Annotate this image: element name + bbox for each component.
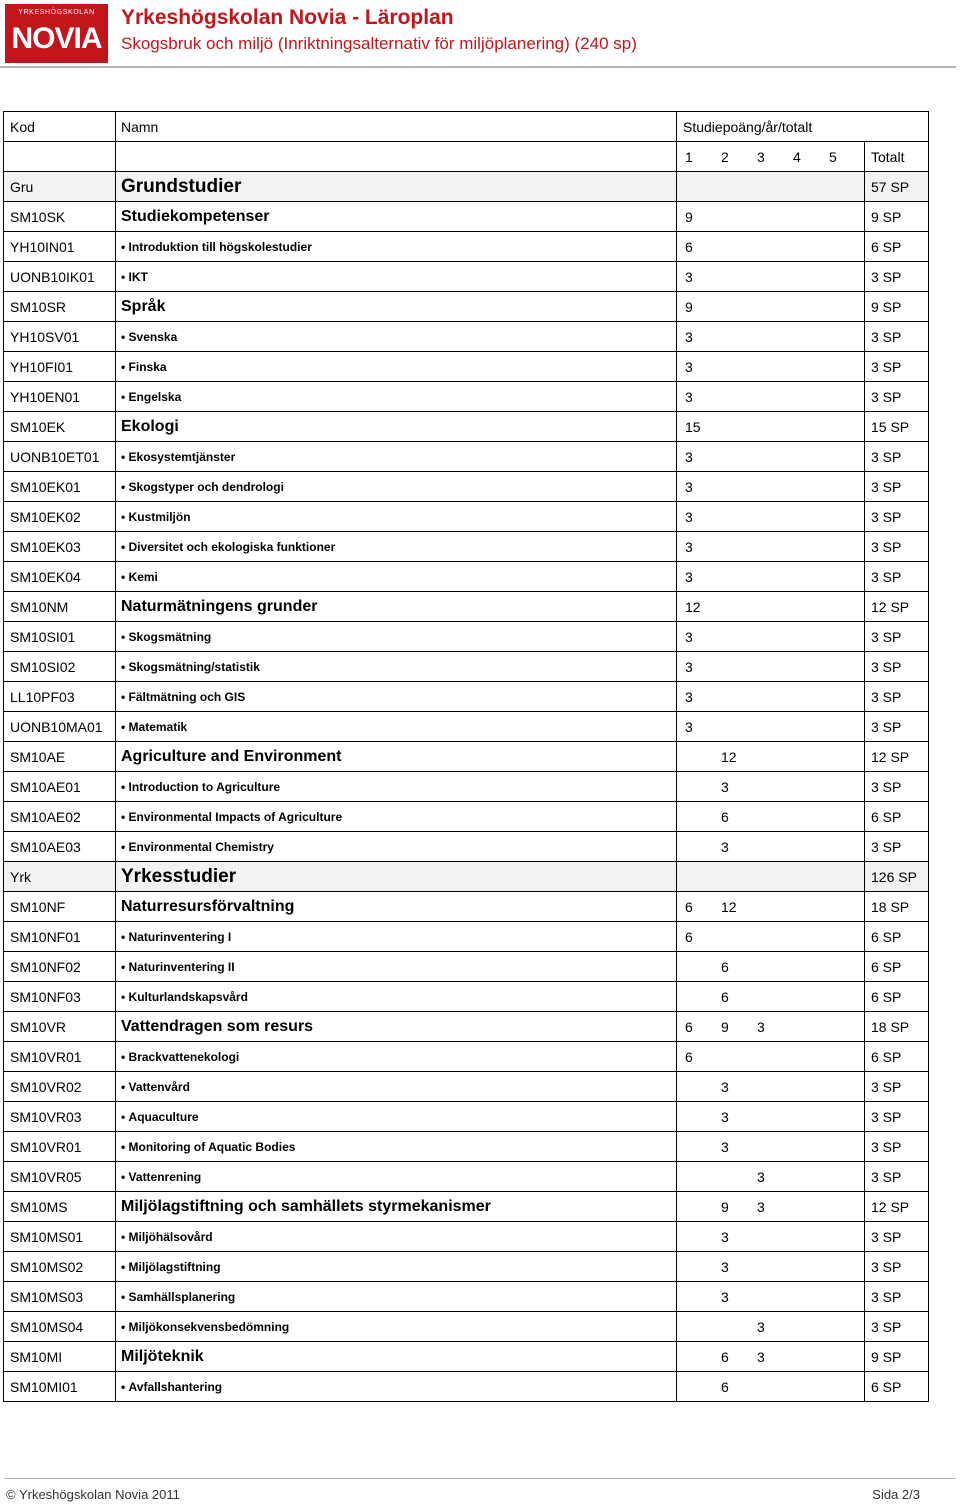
year-1-credits: 3 (685, 388, 693, 405)
total-credits: 6 SP (865, 922, 929, 952)
total-credits: 6 SP (865, 952, 929, 982)
group-row (4, 172, 929, 202)
year-credits (677, 1042, 865, 1072)
total-credits: 3 SP (865, 442, 929, 472)
course-name: • Samhällsplanering (116, 1282, 677, 1312)
course-name: • Kustmiljön (116, 502, 677, 532)
year-3-credits: 3 (757, 1168, 765, 1185)
year-header-3: 3 (757, 148, 765, 165)
total-credits: 3 SP (865, 1222, 929, 1252)
total-credits: 3 SP (865, 682, 929, 712)
course-code: SM10VR05 (4, 1162, 116, 1192)
module-row (4, 592, 929, 622)
course-code: SM10EK01 (4, 472, 116, 502)
course-name: • Fältmätning och GIS (116, 682, 677, 712)
year-credits (677, 952, 865, 982)
course-name: • Vattenvård (116, 1072, 677, 1102)
course-row (4, 382, 929, 412)
year-2-credits: 3 (721, 1108, 729, 1125)
course-name: • Kemi (116, 562, 677, 592)
year-credits (677, 1192, 865, 1222)
table-header-row (4, 112, 929, 142)
course-code: SM10MS03 (4, 1282, 116, 1312)
year-header-1: 1 (685, 148, 693, 165)
module-name: Miljölagstiftning och samhällets styrmekanismer (116, 1192, 677, 1222)
course-code: SM10SI01 (4, 622, 116, 652)
course-code: SM10AE (4, 742, 116, 772)
total-credits: 3 SP (865, 532, 929, 562)
course-name: • Naturinventering I (116, 922, 677, 952)
year-2-credits: 6 (721, 988, 729, 1005)
course-code: Yrk (4, 862, 116, 892)
total-credits: 3 SP (865, 562, 929, 592)
course-name: • IKT (116, 262, 677, 292)
module-row (4, 412, 929, 442)
module-row (4, 202, 929, 232)
course-code: UONB10IK01 (4, 262, 116, 292)
year-credits (677, 232, 865, 262)
table-subheader-row (4, 142, 929, 172)
year-1-credits: 3 (685, 688, 693, 705)
document-title: Yrkeshögskolan Novia - Läroplan (121, 6, 454, 29)
logo-small-text: YRKESHÖGSKOLAN (18, 9, 95, 16)
total-credits: 3 SP (865, 1162, 929, 1192)
course-row (4, 922, 929, 952)
course-code: YH10IN01 (4, 232, 116, 262)
course-row (4, 682, 929, 712)
year-credits (677, 1012, 865, 1042)
course-code: UONB10ET01 (4, 442, 116, 472)
course-code: SM10AE03 (4, 832, 116, 862)
subheader-empty-code (4, 142, 116, 172)
module-name: Ekologi (116, 412, 677, 442)
course-name: • Ekosystemtjänster (116, 442, 677, 472)
year-1-credits: 3 (685, 328, 693, 345)
total-credits: 3 SP (865, 322, 929, 352)
module-row (4, 1192, 929, 1222)
course-row (4, 1312, 929, 1342)
course-name: • Finska (116, 352, 677, 382)
course-row (4, 1282, 929, 1312)
year-1-credits: 9 (685, 298, 693, 315)
subheader-empty-name (116, 142, 677, 172)
course-code: SM10MS01 (4, 1222, 116, 1252)
year-2-credits: 3 (721, 778, 729, 795)
course-name: • Skogsmätning/statistik (116, 652, 677, 682)
header-divider (0, 66, 956, 68)
year-headers (677, 142, 865, 172)
course-code: SM10VR (4, 1012, 116, 1042)
year-credits (677, 472, 865, 502)
module-row (4, 1012, 929, 1042)
year-credits (677, 1282, 865, 1312)
course-row (4, 352, 929, 382)
total-credits: 3 SP (865, 832, 929, 862)
course-code: SM10MI01 (4, 1372, 116, 1402)
year-1-credits: 3 (685, 628, 693, 645)
year-3-credits: 3 (757, 1018, 765, 1035)
course-code: SM10VR03 (4, 1102, 116, 1132)
course-row (4, 442, 929, 472)
year-1-credits: 6 (685, 1018, 693, 1035)
year-1-credits: 3 (685, 268, 693, 285)
year-2-credits: 3 (721, 1228, 729, 1245)
course-name: • Engelska (116, 382, 677, 412)
course-row (4, 472, 929, 502)
year-1-credits: 6 (685, 928, 693, 945)
year-1-credits: 6 (685, 898, 693, 915)
year-credits (677, 382, 865, 412)
total-credits: 3 SP (865, 652, 929, 682)
year-header-4: 4 (793, 148, 801, 165)
total-credits: 3 SP (865, 1102, 929, 1132)
year-credits (677, 1162, 865, 1192)
year-header-5: 5 (829, 148, 837, 165)
course-name: • Aquaculture (116, 1102, 677, 1132)
course-code: SM10AE01 (4, 772, 116, 802)
course-name: • Diversitet och ekologiska funktioner (116, 532, 677, 562)
total-credits: 57 SP (865, 172, 929, 202)
total-credits: 3 SP (865, 1132, 929, 1162)
year-1-credits: 3 (685, 508, 693, 525)
year-credits (677, 622, 865, 652)
year-2-credits: 3 (721, 1258, 729, 1275)
course-name: • Skogsmätning (116, 622, 677, 652)
course-row (4, 622, 929, 652)
module-row (4, 742, 929, 772)
course-row (4, 1072, 929, 1102)
novia-logo (5, 4, 108, 63)
module-name: Agriculture and Environment (116, 742, 677, 772)
year-2-credits: 6 (721, 1348, 729, 1365)
course-code: SM10MI (4, 1342, 116, 1372)
year-1-credits: 15 (685, 418, 701, 435)
total-credits: 3 SP (865, 262, 929, 292)
year-credits (677, 982, 865, 1012)
year-credits (677, 322, 865, 352)
total-credits: 3 SP (865, 1282, 929, 1312)
course-row (4, 562, 929, 592)
course-row (4, 1042, 929, 1072)
year-1-credits: 3 (685, 568, 693, 585)
curriculum-table (3, 111, 929, 1402)
total-credits: 6 SP (865, 232, 929, 262)
year-credits (677, 1222, 865, 1252)
course-row (4, 532, 929, 562)
year-credits (677, 742, 865, 772)
course-row (4, 262, 929, 292)
course-name: • Environmental Impacts of Agriculture (116, 802, 677, 832)
total-credits: 12 SP (865, 592, 929, 622)
total-credits: 3 SP (865, 772, 929, 802)
year-2-credits: 9 (721, 1018, 729, 1035)
year-1-credits: 6 (685, 1048, 693, 1065)
year-credits (677, 532, 865, 562)
total-credits: 3 SP (865, 1312, 929, 1342)
course-code: Gru (4, 172, 116, 202)
year-2-credits: 12 (721, 748, 737, 765)
column-header-code: Kod (4, 112, 116, 142)
year-2-credits: 6 (721, 958, 729, 975)
course-row (4, 232, 929, 262)
footer-page-number: Sida 2/3 (872, 1487, 920, 1502)
module-name: Vattendragen som resurs (116, 1012, 677, 1042)
footer-divider (4, 1478, 956, 1479)
year-3-credits: 3 (757, 1318, 765, 1335)
course-row (4, 1102, 929, 1132)
total-credits: 6 SP (865, 1042, 929, 1072)
year-credits (677, 832, 865, 862)
course-code: SM10NF02 (4, 952, 116, 982)
course-code: SM10EK02 (4, 502, 116, 532)
column-header-credits: Studiepoäng/år/totalt (677, 112, 929, 142)
year-header-2: 2 (721, 148, 729, 165)
year-credits (677, 682, 865, 712)
course-code: SM10SR (4, 292, 116, 322)
group-name: Grundstudier (116, 172, 677, 202)
year-credits (677, 562, 865, 592)
course-code: SM10SI02 (4, 652, 116, 682)
course-code: SM10NF (4, 892, 116, 922)
course-code: SM10AE02 (4, 802, 116, 832)
course-code: YH10FI01 (4, 352, 116, 382)
course-name: • Miljölagstiftning (116, 1252, 677, 1282)
page-header (0, 0, 960, 68)
course-code: SM10NM (4, 592, 116, 622)
column-header-name: Namn (116, 112, 677, 142)
course-name: • Avfallshantering (116, 1372, 677, 1402)
course-code: YH10SV01 (4, 322, 116, 352)
year-3-credits: 3 (757, 1198, 765, 1215)
course-row (4, 1162, 929, 1192)
total-credits: 126 SP (865, 862, 929, 892)
module-name: Naturmätningens grunder (116, 592, 677, 622)
course-code: SM10VR02 (4, 1072, 116, 1102)
year-1-credits: 3 (685, 538, 693, 555)
total-credits: 6 SP (865, 1372, 929, 1402)
module-name: Språk (116, 292, 677, 322)
total-credits: 6 SP (865, 802, 929, 832)
year-credits (677, 592, 865, 622)
group-row (4, 862, 929, 892)
course-code: SM10EK03 (4, 532, 116, 562)
course-code: SM10MS04 (4, 1312, 116, 1342)
module-row (4, 292, 929, 322)
document-subtitle: Skogsbruk och miljö (Inriktningsalternativ för miljöplanering) (240 sp) (121, 34, 637, 53)
course-name: • Introduction to Agriculture (116, 772, 677, 802)
year-1-credits: 3 (685, 358, 693, 375)
course-row (4, 832, 929, 862)
course-name: • Miljöhälsovård (116, 1222, 677, 1252)
course-row (4, 322, 929, 352)
course-row (4, 712, 929, 742)
year-credits (677, 502, 865, 532)
year-2-credits: 3 (721, 1288, 729, 1305)
course-name: • Brackvattenekologi (116, 1042, 677, 1072)
course-row (4, 652, 929, 682)
total-credits: 3 SP (865, 382, 929, 412)
course-code: SM10SK (4, 202, 116, 232)
year-credits (677, 892, 865, 922)
year-credits (677, 1252, 865, 1282)
year-credits (677, 922, 865, 952)
year-2-credits: 6 (721, 808, 729, 825)
logo-main-text: NOVIA (11, 22, 102, 55)
year-credits (677, 292, 865, 322)
total-credits: 18 SP (865, 892, 929, 922)
course-name: • Naturinventering II (116, 952, 677, 982)
course-code: SM10NF03 (4, 982, 116, 1012)
total-credits: 18 SP (865, 1012, 929, 1042)
year-credits (677, 1342, 865, 1372)
course-row (4, 1252, 929, 1282)
module-name: Miljöteknik (116, 1342, 677, 1372)
total-credits: 3 SP (865, 502, 929, 532)
course-row (4, 802, 929, 832)
year-1-credits: 6 (685, 238, 693, 255)
total-credits: 9 SP (865, 202, 929, 232)
course-code: LL10PF03 (4, 682, 116, 712)
course-row (4, 982, 929, 1012)
course-code: SM10EK04 (4, 562, 116, 592)
year-1-credits: 9 (685, 208, 693, 225)
course-code: SM10MS (4, 1192, 116, 1222)
column-header-total: Totalt (865, 142, 929, 172)
total-credits: 12 SP (865, 1192, 929, 1222)
year-credits (677, 652, 865, 682)
course-row (4, 502, 929, 532)
year-credits (677, 262, 865, 292)
year-credits (677, 712, 865, 742)
year-1-credits: 12 (685, 598, 701, 615)
course-row (4, 772, 929, 802)
course-name: • Svenska (116, 322, 677, 352)
total-credits: 3 SP (865, 622, 929, 652)
total-credits: 9 SP (865, 1342, 929, 1372)
year-1-credits: 3 (685, 658, 693, 675)
year-credits (677, 1102, 865, 1132)
year-credits (677, 1312, 865, 1342)
course-name: • Kulturlandskapsvård (116, 982, 677, 1012)
year-2-credits: 3 (721, 1138, 729, 1155)
course-code: SM10VR01 (4, 1132, 116, 1162)
total-credits: 3 SP (865, 712, 929, 742)
course-row (4, 1132, 929, 1162)
course-code: SM10EK (4, 412, 116, 442)
year-credits (677, 1372, 865, 1402)
year-1-credits: 3 (685, 478, 693, 495)
course-name: • Miljökonsekvensbedömning (116, 1312, 677, 1342)
total-credits: 6 SP (865, 982, 929, 1012)
course-row (4, 1372, 929, 1402)
year-credits (677, 172, 865, 202)
year-credits (677, 412, 865, 442)
course-row (4, 1222, 929, 1252)
module-name: Naturresursförvaltning (116, 892, 677, 922)
total-credits: 12 SP (865, 742, 929, 772)
course-name: • Monitoring of Aquatic Bodies (116, 1132, 677, 1162)
year-credits (677, 772, 865, 802)
year-2-credits: 6 (721, 1378, 729, 1395)
total-credits: 3 SP (865, 1072, 929, 1102)
year-credits (677, 1132, 865, 1162)
group-name: Yrkesstudier (116, 862, 677, 892)
course-name: • Skogstyper och dendrologi (116, 472, 677, 502)
course-name: • Introduktion till högskolestudier (116, 232, 677, 262)
total-credits: 3 SP (865, 1252, 929, 1282)
total-credits: 15 SP (865, 412, 929, 442)
module-row (4, 892, 929, 922)
year-credits (677, 1072, 865, 1102)
year-2-credits: 3 (721, 838, 729, 855)
course-name: • Matematik (116, 712, 677, 742)
year-credits (677, 862, 865, 892)
module-name: Studiekompetenser (116, 202, 677, 232)
total-credits: 3 SP (865, 352, 929, 382)
year-credits (677, 352, 865, 382)
course-code: YH10EN01 (4, 382, 116, 412)
course-name: • Environmental Chemistry (116, 832, 677, 862)
year-1-credits: 3 (685, 448, 693, 465)
year-2-credits: 12 (721, 898, 737, 915)
year-2-credits: 3 (721, 1078, 729, 1095)
course-row (4, 952, 929, 982)
footer-copyright: © Yrkeshögskolan Novia 2011 (6, 1487, 180, 1502)
year-3-credits: 3 (757, 1348, 765, 1365)
course-code: UONB10MA01 (4, 712, 116, 742)
module-row (4, 1342, 929, 1372)
year-credits (677, 802, 865, 832)
course-name: • Vattenrening (116, 1162, 677, 1192)
course-code: SM10VR01 (4, 1042, 116, 1072)
year-2-credits: 9 (721, 1198, 729, 1215)
total-credits: 3 SP (865, 472, 929, 502)
year-credits (677, 442, 865, 472)
course-code: SM10NF01 (4, 922, 116, 952)
year-1-credits: 3 (685, 718, 693, 735)
course-code: SM10MS02 (4, 1252, 116, 1282)
total-credits: 9 SP (865, 292, 929, 322)
year-credits (677, 202, 865, 232)
